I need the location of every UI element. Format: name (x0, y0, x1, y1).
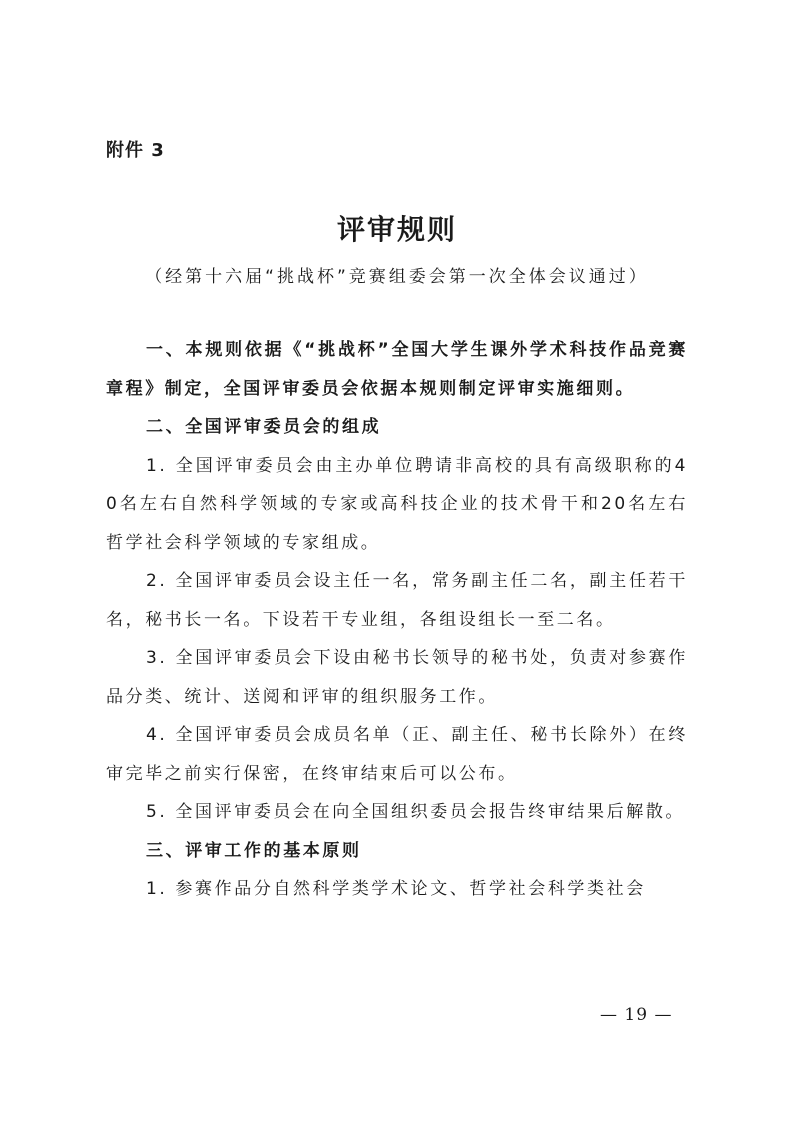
paragraph-principles-1: 1. 参赛作品分自然科学类学术论文、哲学社会科学类社会 (146, 879, 646, 899)
section-heading-committee: 二、全国评审委员会的组成 (146, 417, 382, 437)
document-body (106, 331, 688, 909)
paragraph-committee-3: 3. 全国评审委员会下设由秘书长领导的秘书处，负责对参赛作品分类、统计、送阅和评审的组织服务工作。 (106, 648, 688, 707)
paragraph-committee-5: 5. 全国评审委员会在向全国组织委员会报告终审结果后解散。 (146, 802, 686, 822)
page-title: 评审规则 (336, 213, 457, 246)
section-heading-principles: 三、评审工作的基本原则 (146, 840, 362, 861)
paragraph-rule-basis: 一、本规则依据《“挑战杯”全国大学生课外学术科技作品竞赛章程》制定，全国评审委员会依据本规则制定评审实施细则。 (106, 340, 688, 399)
paragraph-committee-2: 2. 全国评审委员会设主任一名，常务副主任二名，副主任若干名，秘书长一名。下设若干专业组，各组设组长一至二名。 (106, 571, 688, 630)
page-number: — 19 — (600, 1005, 673, 1025)
attachment-label: 附件 3 (106, 140, 165, 161)
paragraph-committee-1: 1. 全国评审委员会由主办单位聘请非高校的具有高级职称的40名左右自然科学领域的专家或高科技企业的技术骨干和20名左右哲学社会科学领域的专家组成。 (106, 455, 688, 553)
paragraph-committee-4: 4. 全国评审委员会成员名单（正、副主任、秘书长除外）在终审完毕之前实行保密，在终审结束后可以公布。 (106, 725, 688, 784)
page-subtitle: （经第十六届“挑战杯”竞赛组委会第一次全体会议通过） (145, 267, 649, 287)
